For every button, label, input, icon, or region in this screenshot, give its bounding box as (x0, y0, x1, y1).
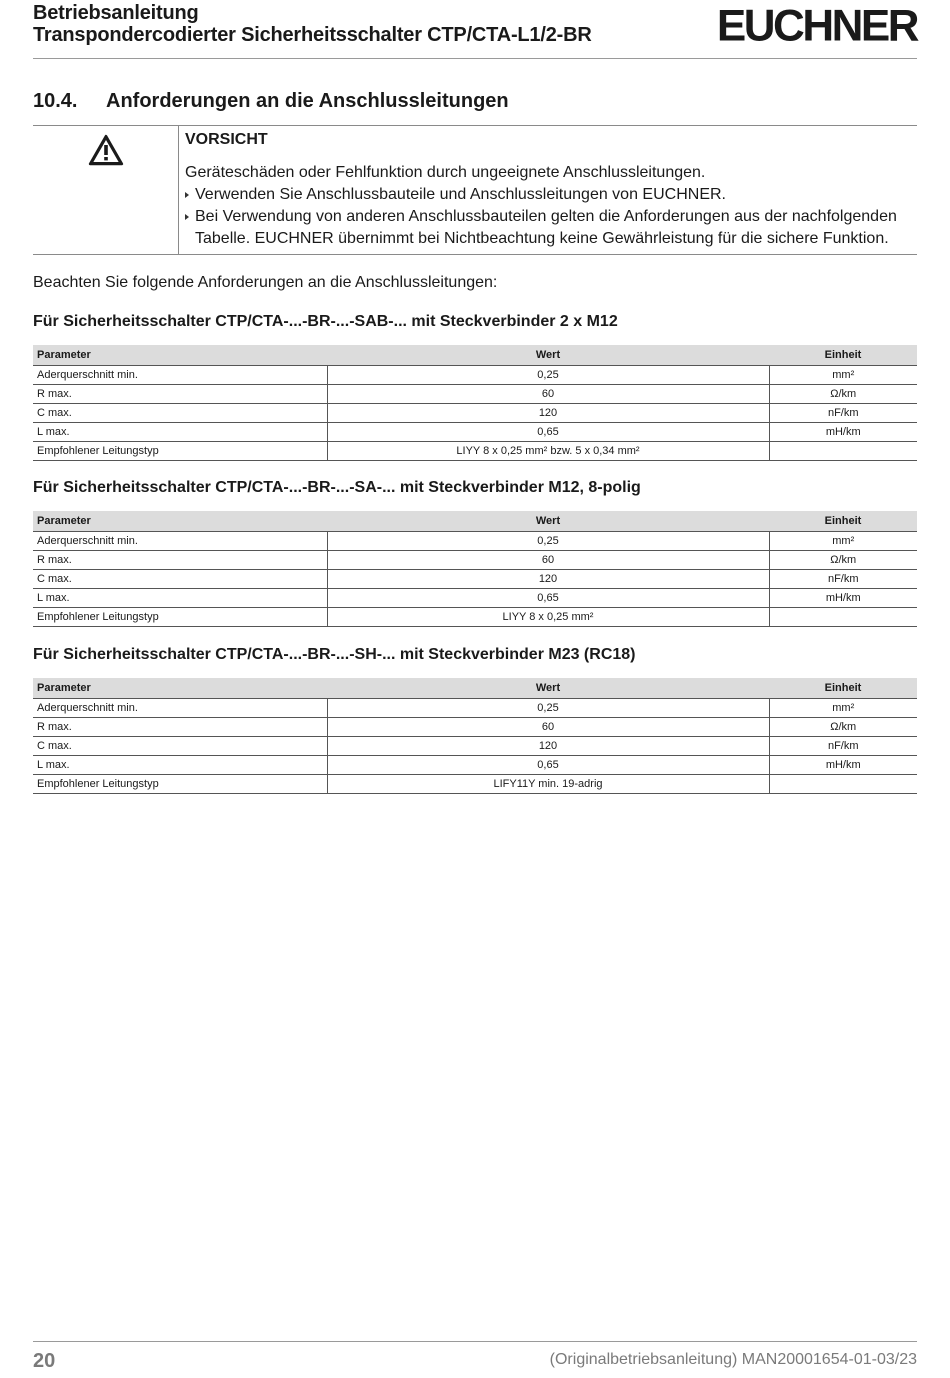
unit-cell: Ω/km (769, 384, 917, 403)
document-title: Transpondercodierter Sicherheitsschalter CTP/CTA-L1/2-BR (33, 24, 592, 46)
table-title: Für Sicherheitsschalter CTP/CTA-...-BR-...-SAB-... mit Steckverbinder 2 x M12 (33, 313, 618, 330)
unit-cell: nF/km (769, 736, 917, 755)
table-title: Für Sicherheitsschalter CTP/CTA-...-BR-...-SH-... mit Steckverbinder M23 (RC18) (33, 646, 636, 663)
unit-cell (769, 774, 917, 793)
param-cell: Empfohlener Leitungstyp (33, 607, 327, 626)
column-header-value: Wert (327, 511, 769, 531)
unit-cell: mH/km (769, 755, 917, 774)
value-cell: 60 (327, 550, 769, 569)
caution-heading: VORSICHT (185, 131, 268, 148)
param-cell: C max. (33, 403, 327, 422)
param-cell: Aderquerschnitt min. (33, 698, 327, 717)
caution-text: Geräteschäden oder Fehlfunktion durch ungeeignete Anschlussleitungen. (185, 164, 706, 181)
param-cell: Aderquerschnitt min. (33, 531, 327, 550)
value-cell: 0,25 (327, 365, 769, 384)
section-heading (33, 88, 509, 114)
column-header-unit: Einheit (769, 511, 917, 531)
section-title: Anforderungen an die Anschlussleitungen (106, 90, 509, 112)
unit-cell: mH/km (769, 422, 917, 441)
page-number: 20 (33, 1350, 56, 1372)
value-cell: 0,65 (327, 755, 769, 774)
value-cell: 0,65 (327, 422, 769, 441)
param-cell: C max. (33, 736, 327, 755)
column-header-parameter: Parameter (33, 511, 327, 531)
value-cell: LIFY11Y min. 19-adrig (327, 774, 769, 793)
unit-cell (769, 441, 917, 460)
unit-cell (769, 607, 917, 626)
requirements-table (33, 678, 917, 794)
table-row (33, 531, 917, 550)
column-header-unit: Einheit (769, 678, 917, 698)
param-cell: R max. (33, 717, 327, 736)
table-row (33, 698, 917, 717)
param-cell: L max. (33, 755, 327, 774)
caution-content (185, 129, 915, 250)
param-cell: L max. (33, 588, 327, 607)
column-header-parameter: Parameter (33, 345, 327, 365)
table-row (33, 588, 917, 607)
requirements-table (33, 345, 917, 461)
unit-cell: Ω/km (769, 550, 917, 569)
section-number: 10.4. (33, 90, 78, 112)
unit-cell: mm² (769, 698, 917, 717)
caution-icon-cell (33, 126, 179, 254)
value-cell: 60 (327, 717, 769, 736)
unit-cell: nF/km (769, 569, 917, 588)
table-row (33, 717, 917, 736)
column-header-value: Wert (327, 678, 769, 698)
warning-triangle-icon (88, 134, 124, 166)
unit-cell: mm² (769, 365, 917, 384)
table-row (33, 736, 917, 755)
column-header-value: Wert (327, 345, 769, 365)
value-cell: 0,25 (327, 698, 769, 717)
table-title: Für Sicherheitsschalter CTP/CTA-...-BR-...-SA-... mit Steckverbinder M12, 8-polig (33, 479, 641, 496)
table-row (33, 422, 917, 441)
intro-text: Beachten Sie folgende Anforderungen an die Anschlussleitungen: (33, 274, 498, 291)
param-cell: C max. (33, 569, 327, 588)
table-row (33, 441, 917, 460)
value-cell: 0,65 (327, 588, 769, 607)
value-cell: 120 (327, 403, 769, 422)
caution-bullet: Verwenden Sie Anschlussbauteile und Anschlussleitungen von EUCHNER. (185, 184, 915, 206)
value-cell: 60 (327, 384, 769, 403)
table-row (33, 365, 917, 384)
table-row (33, 403, 917, 422)
requirements-table (33, 511, 917, 627)
column-header-unit: Einheit (769, 345, 917, 365)
param-cell: Empfohlener Leitungstyp (33, 441, 327, 460)
caution-box (33, 125, 917, 255)
value-cell: 120 (327, 569, 769, 588)
param-cell: R max. (33, 384, 327, 403)
page-footer (33, 1341, 917, 1378)
unit-cell: mm² (769, 531, 917, 550)
table-row (33, 607, 917, 626)
euchner-logo: EUCHNER (716, 0, 917, 51)
table-row (33, 384, 917, 403)
caution-bullet: Bei Verwendung von anderen Anschlussbauteilen gelten die Anforderungen aus der nachfolgenden Tabelle. EUCHNER übernimmt bei Nichtbeachtung keine Gewährleistung für die sichere Funktion. (185, 206, 915, 250)
document-type: Betriebsanleitung (33, 2, 199, 24)
unit-cell: Ω/km (769, 717, 917, 736)
unit-cell: mH/km (769, 588, 917, 607)
unit-cell: nF/km (769, 403, 917, 422)
value-cell: 120 (327, 736, 769, 755)
value-cell: LIYY 8 x 0,25 mm² bzw. 5 x 0,34 mm² (327, 441, 769, 460)
table-row (33, 755, 917, 774)
table-row (33, 774, 917, 793)
column-header-parameter: Parameter (33, 678, 327, 698)
value-cell: 0,25 (327, 531, 769, 550)
value-cell: LIYY 8 x 0,25 mm² (327, 607, 769, 626)
param-cell: R max. (33, 550, 327, 569)
table-row (33, 569, 917, 588)
document-number: (Originalbetriebsanleitung) MAN20001654-01-03/23 (549, 1351, 917, 1368)
param-cell: Aderquerschnitt min. (33, 365, 327, 384)
param-cell: L max. (33, 422, 327, 441)
table-row (33, 550, 917, 569)
param-cell: Empfohlener Leitungstyp (33, 774, 327, 793)
page-header (33, 2, 917, 59)
